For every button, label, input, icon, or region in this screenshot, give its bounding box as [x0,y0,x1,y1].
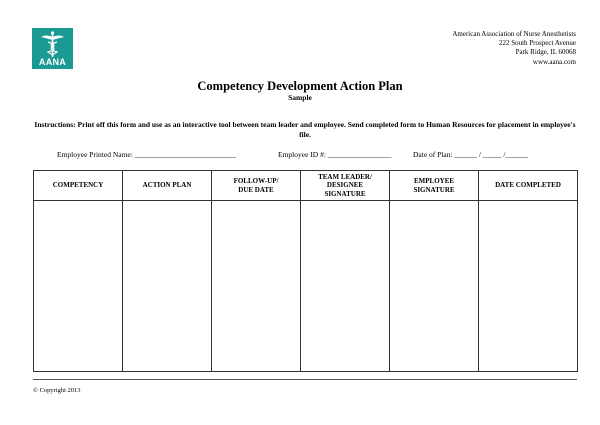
column-header-employee-signature: EMPLOYEE SIGNATURE [390,171,479,201]
employee-signature-cell [390,201,479,372]
date-completed-cell [479,201,578,372]
organization-name: American Association of Nurse Anesthetists [452,30,576,38]
city-state-zip: Park Ridge, IL 60068 [515,48,576,57]
column-header-date-completed: DATE COMPLETED [479,171,578,201]
team-leader-signature-cell [301,201,390,372]
footer-divider [33,379,577,380]
column-header-team-leader-signature: TEAM LEADER/ DESIGNEE SIGNATURE [301,171,390,201]
logo-text: AANA [38,57,67,67]
instructions: Instructions: Print off this form and use as an interactive tool between team leader and employee. Send completed form to Human Resources for placement in employee's file. [34,120,576,139]
copyright: © Copyright 2013 [33,387,81,394]
follow-up-due-date-cell [212,201,301,372]
column-header-competency: COMPETENCY [34,171,123,201]
employee-id-field: Employee ID #: _________________ [278,150,392,159]
action-plan-cell [123,201,212,372]
aana-logo [32,28,73,69]
column-header-follow-up-due-date: FOLLOW-UP/ DUE DATE [212,171,301,201]
column-header-action-plan: ACTION PLAN [123,171,212,201]
website: www.aana.com [532,57,576,66]
organization-address [452,30,576,67]
table-header-row [34,171,578,201]
street-address: 222 South Prospect Avenue [498,39,576,48]
table-row [34,201,578,372]
form-subtitle: Sample [288,93,312,102]
form-title: Competency Development Action Plan [197,79,403,93]
competency-cell [34,201,123,372]
date-of-plan-field: Date of Plan: ______ / _____ /______ [413,150,528,159]
employee-name-field: Employee Printed Name: ___________________________ [57,150,236,159]
action-plan-table [33,170,578,372]
